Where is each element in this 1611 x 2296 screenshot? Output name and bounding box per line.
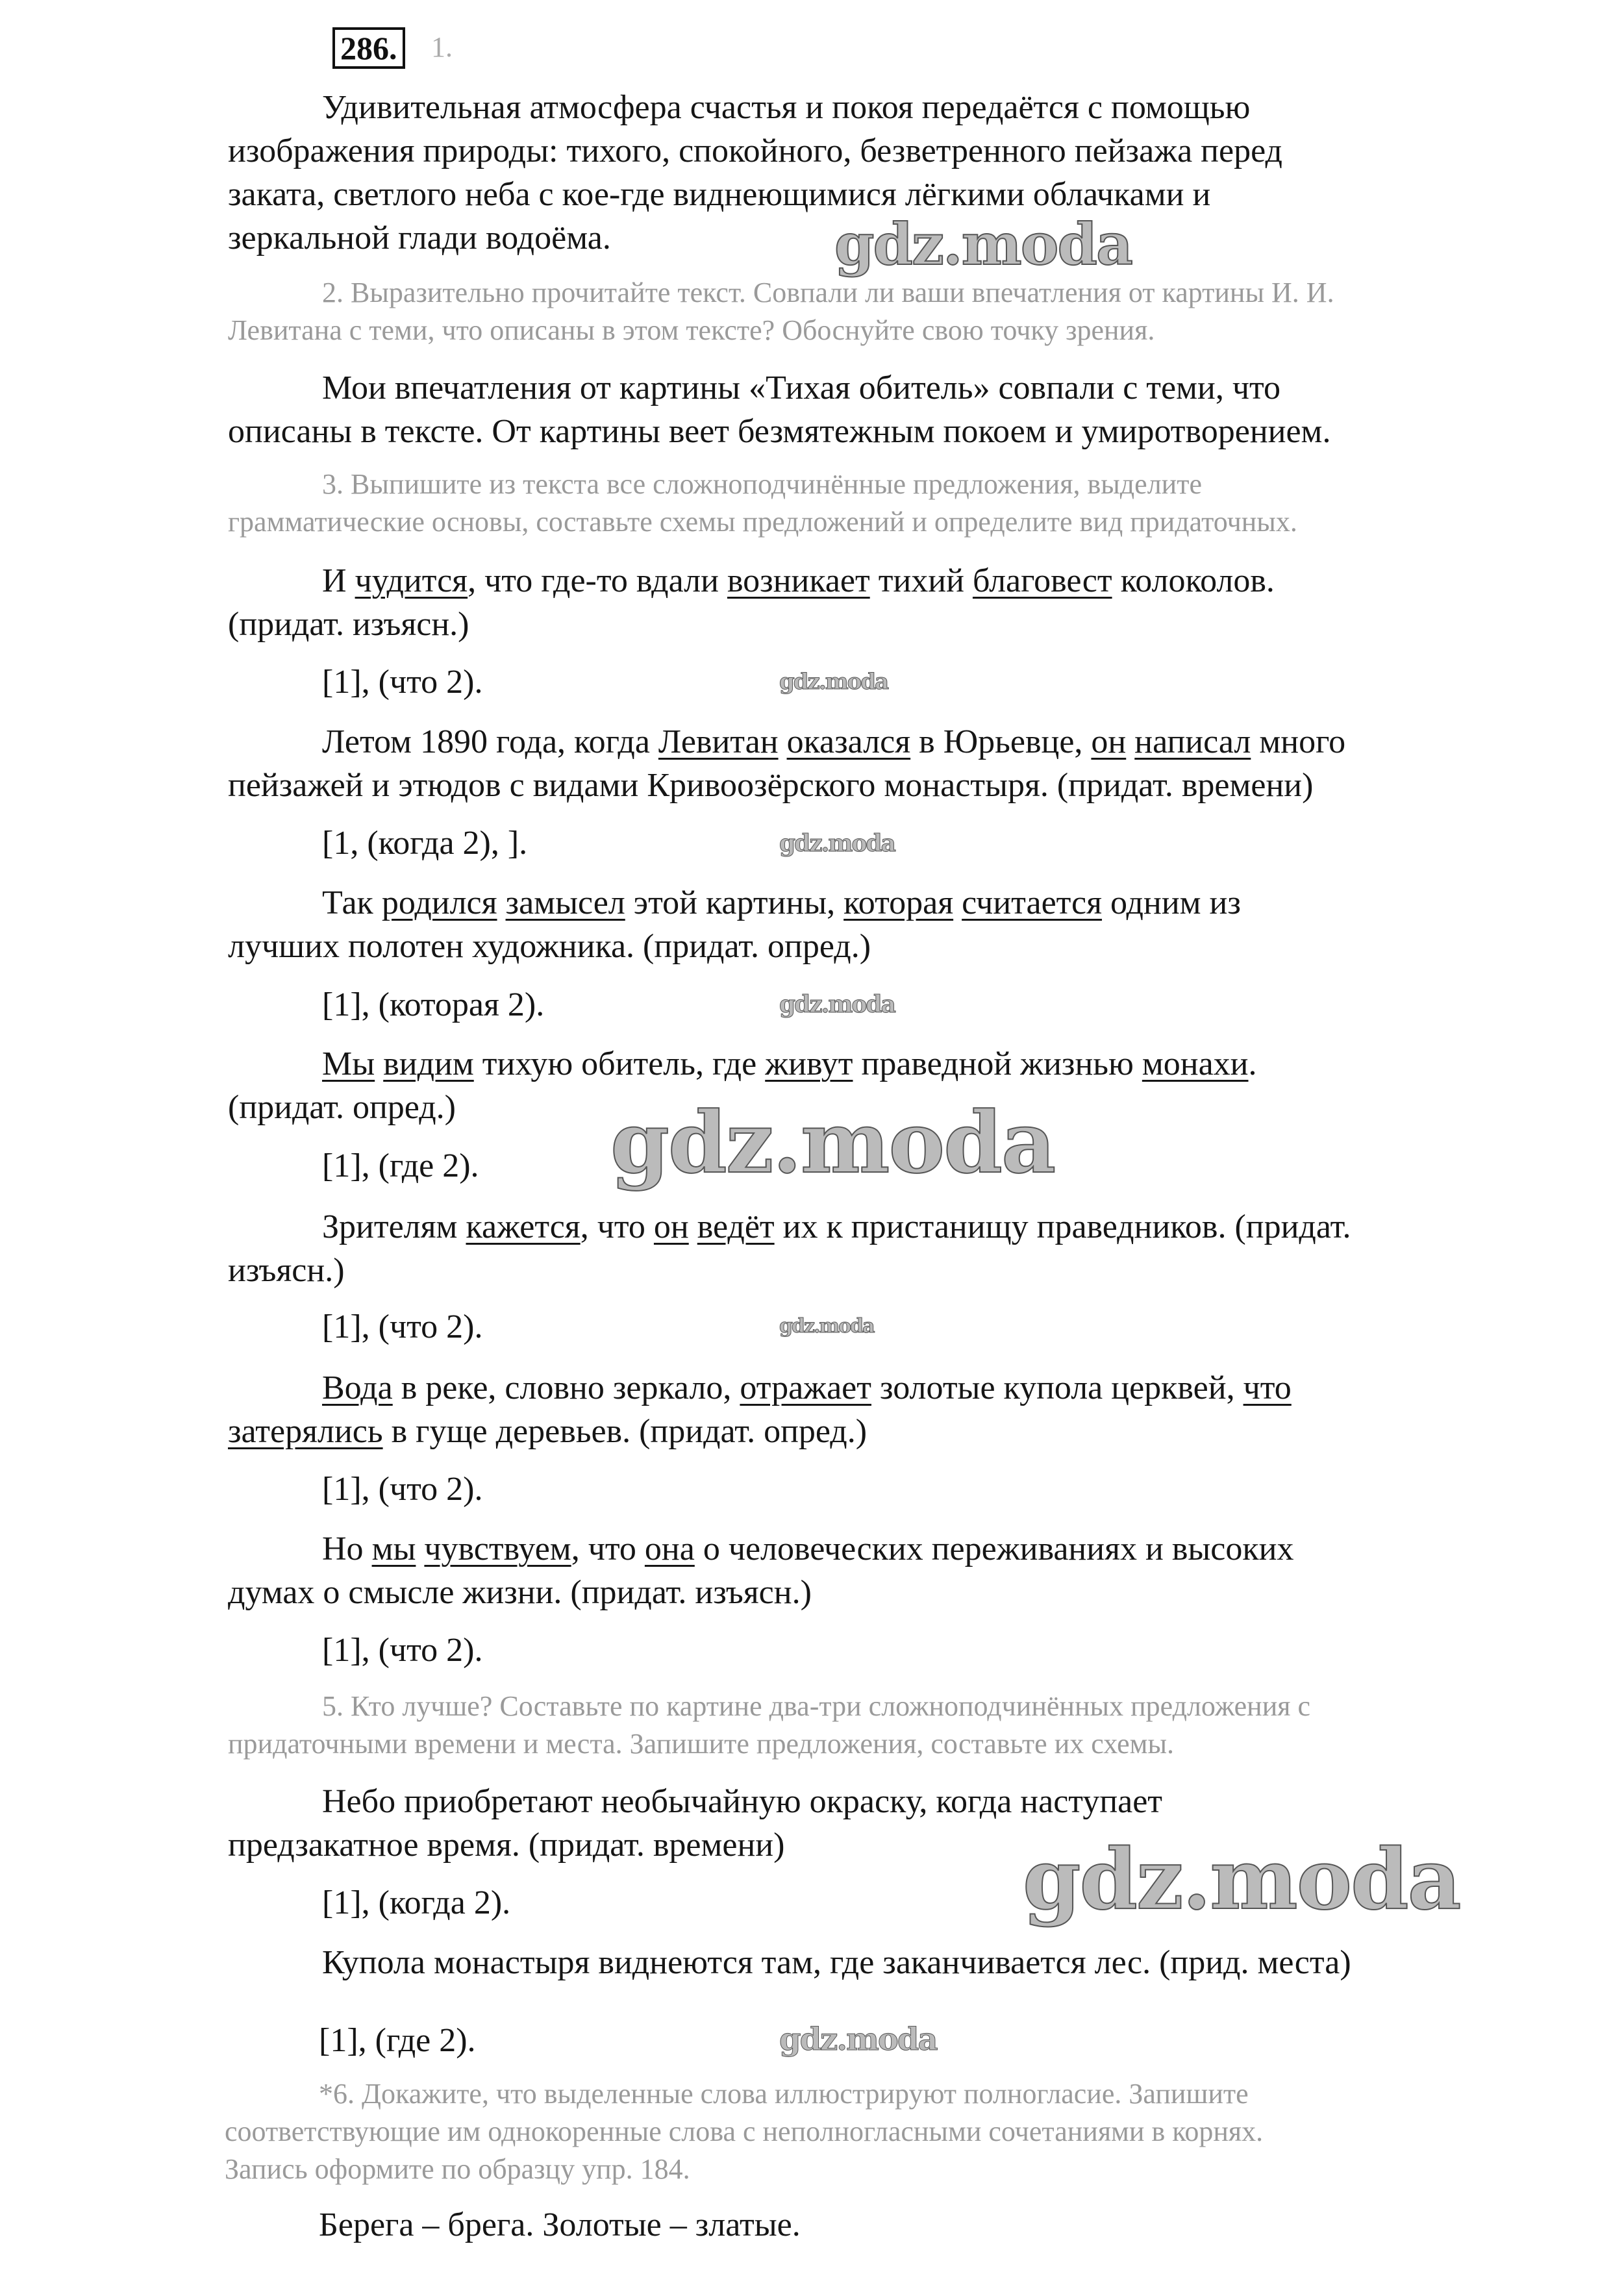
text-segment: [1], (что 2). — [322, 1631, 483, 1669]
watermark: gdz.moda — [779, 830, 895, 857]
text-segment: в Юрьевце, — [910, 723, 1092, 760]
text-line — [228, 274, 1334, 312]
text-segment: предзакатное время. (придат. времени) — [228, 1826, 785, 1864]
answer-paragraph — [228, 1527, 1293, 1614]
text-line — [228, 1881, 510, 1925]
text-segment: думах о смысле жизни. (придат. изъясн.) — [228, 1573, 812, 1611]
grammatical-basis-word: она — [644, 1530, 695, 1567]
grammatical-basis-word: мы — [371, 1530, 416, 1567]
text-segment — [1126, 723, 1134, 760]
text-line — [225, 2019, 476, 2062]
text-segment: Берега – брега. Золотые – златые. — [319, 2206, 801, 2243]
grammatical-basis-word: он — [653, 1208, 689, 1245]
text-segment: зеркальной глади водоёма. — [228, 219, 611, 256]
answer-paragraph — [228, 366, 1330, 453]
text-line — [228, 1205, 1351, 1249]
grammatical-basis-word: Левитан — [658, 723, 779, 760]
grammatical-basis-word: монахи — [1142, 1045, 1249, 1082]
text-segment: колоколов. — [1112, 562, 1275, 599]
answer-paragraph — [228, 1144, 479, 1188]
answer-paragraph — [228, 660, 482, 704]
text-line — [228, 983, 544, 1027]
text-segment: И — [322, 562, 355, 599]
text-segment: изображения природы: тихого, спокойного, безветренного пейзажа перед — [228, 132, 1282, 169]
text-segment — [497, 884, 506, 921]
text-line — [228, 129, 1282, 173]
grammatical-basis-word: оказался — [786, 723, 911, 760]
text-segment — [689, 1208, 697, 1245]
text-segment: *6. Докажите, что выделенные слова иллюстрируют полногласие. Запишите — [319, 2078, 1249, 2110]
exercise-number: 286. — [332, 27, 405, 69]
text-segment — [779, 723, 787, 760]
text-line — [228, 86, 1282, 129]
answer-paragraph — [228, 1366, 1292, 1453]
text-line — [225, 2151, 1263, 2188]
watermark: gdz.moda — [779, 1315, 874, 1338]
text-segment: Но — [322, 1530, 372, 1567]
text-line — [228, 1725, 1310, 1763]
grammatical-basis-word: которая — [843, 884, 954, 921]
grammatical-basis-word: ведёт — [697, 1208, 775, 1245]
text-segment: в гуще деревьев. (придат. опред.) — [382, 1412, 868, 1450]
watermark: gdz.moda — [834, 210, 1132, 278]
text-line — [228, 1628, 482, 1672]
grammatical-basis-word: родился — [381, 884, 497, 921]
text-segment: (придат. опред.) — [228, 1088, 456, 1126]
text-line — [228, 925, 1241, 968]
text-segment — [416, 1530, 424, 1567]
text-segment: Удивительная атмосфера счастья и покоя передаётся с помощью — [322, 88, 1251, 126]
text-line — [228, 366, 1330, 410]
text-line — [228, 466, 1297, 503]
text-segment — [375, 1045, 383, 1082]
task-prompt — [225, 2075, 1263, 2188]
text-segment: золотые купола церквей, — [871, 1369, 1243, 1406]
text-line — [228, 821, 527, 865]
text-segment: 5. Кто лучше? Составьте по картине два-три сложноподчинённых предложения с — [322, 1690, 1311, 1722]
answer-paragraph — [228, 881, 1241, 968]
grammatical-basis-word: чувствуем — [424, 1530, 571, 1567]
grammatical-basis-word: чудится — [355, 562, 468, 599]
text-segment: (придат. изъясн.) — [228, 605, 469, 643]
text-line — [228, 881, 1241, 925]
text-line — [228, 1571, 1293, 1614]
answer-paragraph — [228, 1205, 1351, 1292]
exercise-subtask-number: 1. — [431, 31, 453, 63]
text-segment: лучших полотен художника. (придат. опред.) — [228, 927, 871, 965]
grammatical-basis-word: считается — [962, 884, 1103, 921]
answer-paragraph — [225, 2203, 801, 2247]
text-segment: Небо приобретают необычайную окраску, когда наступает — [322, 1782, 1163, 1820]
answer-paragraph — [228, 821, 527, 865]
watermark: gdz.moda — [779, 2021, 937, 2058]
text-segment: [1], (где 2). — [322, 1147, 479, 1184]
grammatical-basis-word: кажется — [466, 1208, 581, 1245]
text-line — [228, 503, 1297, 541]
grammatical-basis-word: написал — [1134, 723, 1251, 760]
text-line — [225, 2203, 801, 2247]
grammatical-basis-word: видим — [383, 1045, 474, 1082]
grammatical-basis-word: Мы — [322, 1045, 375, 1082]
text-segment: в реке, словно зеркало, — [392, 1369, 740, 1406]
text-segment — [953, 884, 962, 921]
text-segment: [1], (что 2). — [322, 663, 483, 701]
text-segment: Так — [322, 884, 382, 921]
text-line — [228, 312, 1334, 349]
text-line — [228, 1410, 1292, 1453]
text-segment: Запись оформите по образцу упр. 184. — [225, 2153, 690, 2185]
text-segment: грамматические основы, составьте схемы предложений и определите вид придаточных. — [228, 506, 1297, 538]
answer-paragraph — [228, 1881, 510, 1925]
text-line — [225, 2113, 1263, 2151]
text-segment: [1], (что 2). — [322, 1308, 483, 1345]
text-segment: тихую обитель, где — [473, 1045, 766, 1082]
text-segment: Мои впечатления от картины «Тихая обитель» совпали с теми, что — [322, 369, 1281, 406]
grammatical-basis-word: Вода — [322, 1369, 393, 1406]
text-segment: одним из — [1102, 884, 1241, 921]
text-line — [228, 173, 1282, 216]
text-line — [228, 764, 1345, 807]
grammatical-basis-word: он — [1091, 723, 1127, 760]
text-line — [228, 1780, 1162, 1823]
grammatical-basis-word: что — [1243, 1369, 1292, 1406]
text-segment: заката, светлого неба с кое-где виднеющимися лёгкими облачками и — [228, 175, 1211, 213]
grammatical-basis-word: отражает — [740, 1369, 871, 1406]
task-prompt — [228, 274, 1334, 349]
watermark: gdz.moda — [779, 669, 888, 695]
text-segment: . — [1248, 1045, 1257, 1082]
text-segment: их к пристанищу праведников. (придат. — [774, 1208, 1351, 1245]
task-prompt — [228, 466, 1297, 541]
text-segment: [1], (которая 2). — [322, 986, 545, 1023]
watermark: gdz.moda — [779, 991, 895, 1018]
grammatical-basis-word: затерялись — [228, 1412, 383, 1450]
answer-paragraph — [228, 1628, 482, 1672]
answer-paragraph — [228, 983, 544, 1027]
text-line — [228, 660, 482, 704]
answer-paragraph — [225, 2019, 476, 2062]
grammatical-basis-word: благовест — [972, 562, 1112, 599]
text-segment: 2. Выразительно прочитайте текст. Совпали ли ваши впечатления от картины И. И. — [322, 277, 1334, 308]
text-segment: [1, (когда 2), ]. — [322, 824, 528, 862]
grammatical-basis-word: возникает — [727, 562, 870, 599]
text-segment: соответствующие им однокоренные слова с неполногласными сочетаниями в корнях. — [225, 2115, 1264, 2147]
text-segment: , что — [580, 1208, 654, 1245]
text-segment: этой картины, — [625, 884, 844, 921]
text-segment: Купола монастыря виднеются там, где заканчивается лес. (прид. места) — [322, 1943, 1351, 1981]
text-line — [228, 410, 1330, 453]
text-segment: Зрителям — [322, 1208, 466, 1245]
text-segment: о человеческих переживаниях и высоких — [694, 1530, 1294, 1567]
text-segment: 3. Выпишите из текста все сложноподчинённые предложения, выделите — [322, 468, 1202, 500]
grammatical-basis-word: живут — [765, 1045, 853, 1082]
answer-paragraph — [228, 1941, 1351, 1984]
text-segment: [1], (где 2). — [319, 2021, 476, 2059]
text-segment: [1], (что 2). — [322, 1470, 483, 1508]
text-segment: изъясн.) — [228, 1251, 345, 1289]
text-line — [228, 1144, 479, 1188]
text-line — [228, 1688, 1310, 1725]
text-line — [228, 1249, 1351, 1292]
text-line — [228, 559, 1275, 603]
watermark: gdz.moda — [1023, 1831, 1460, 1928]
text-segment: Летом 1890 года, когда — [322, 723, 658, 760]
answer-paragraph — [228, 1467, 482, 1511]
answer-paragraph — [228, 1305, 482, 1349]
text-line — [228, 1366, 1292, 1410]
text-segment: [1], (когда 2). — [322, 1884, 511, 1921]
text-segment: описаны в тексте. От картины веет безмятежным покоем и умиротворением. — [228, 412, 1331, 450]
text-segment: , что где-то вдали — [468, 562, 727, 599]
text-line — [228, 1042, 1257, 1086]
grammatical-basis-word: замысел — [505, 884, 625, 921]
watermark: gdz.moda — [610, 1093, 1055, 1192]
text-line — [228, 1527, 1293, 1571]
task-prompt — [228, 1688, 1310, 1763]
text-line — [228, 1305, 482, 1349]
text-segment: тихий — [869, 562, 973, 599]
text-segment: много — [1251, 723, 1346, 760]
text-segment: праведной жизнью — [853, 1045, 1142, 1082]
text-line — [225, 2075, 1263, 2113]
text-segment: , что — [571, 1530, 645, 1567]
text-segment: придаточными времени и места. Запишите предложения, составьте их схемы. — [228, 1728, 1175, 1760]
text-line — [228, 1467, 482, 1511]
answer-paragraph — [228, 720, 1345, 807]
text-segment: Левитана с теми, что описаны в этом тексте? Обоснуйте свою точку зрения. — [228, 314, 1155, 346]
answer-paragraph — [228, 559, 1275, 646]
text-line — [228, 603, 1275, 646]
text-segment: пейзажей и этюдов с видами Кривоозёрского монастыря. (придат. времени) — [228, 766, 1314, 804]
text-line — [228, 1941, 1351, 1984]
text-line — [228, 720, 1345, 764]
